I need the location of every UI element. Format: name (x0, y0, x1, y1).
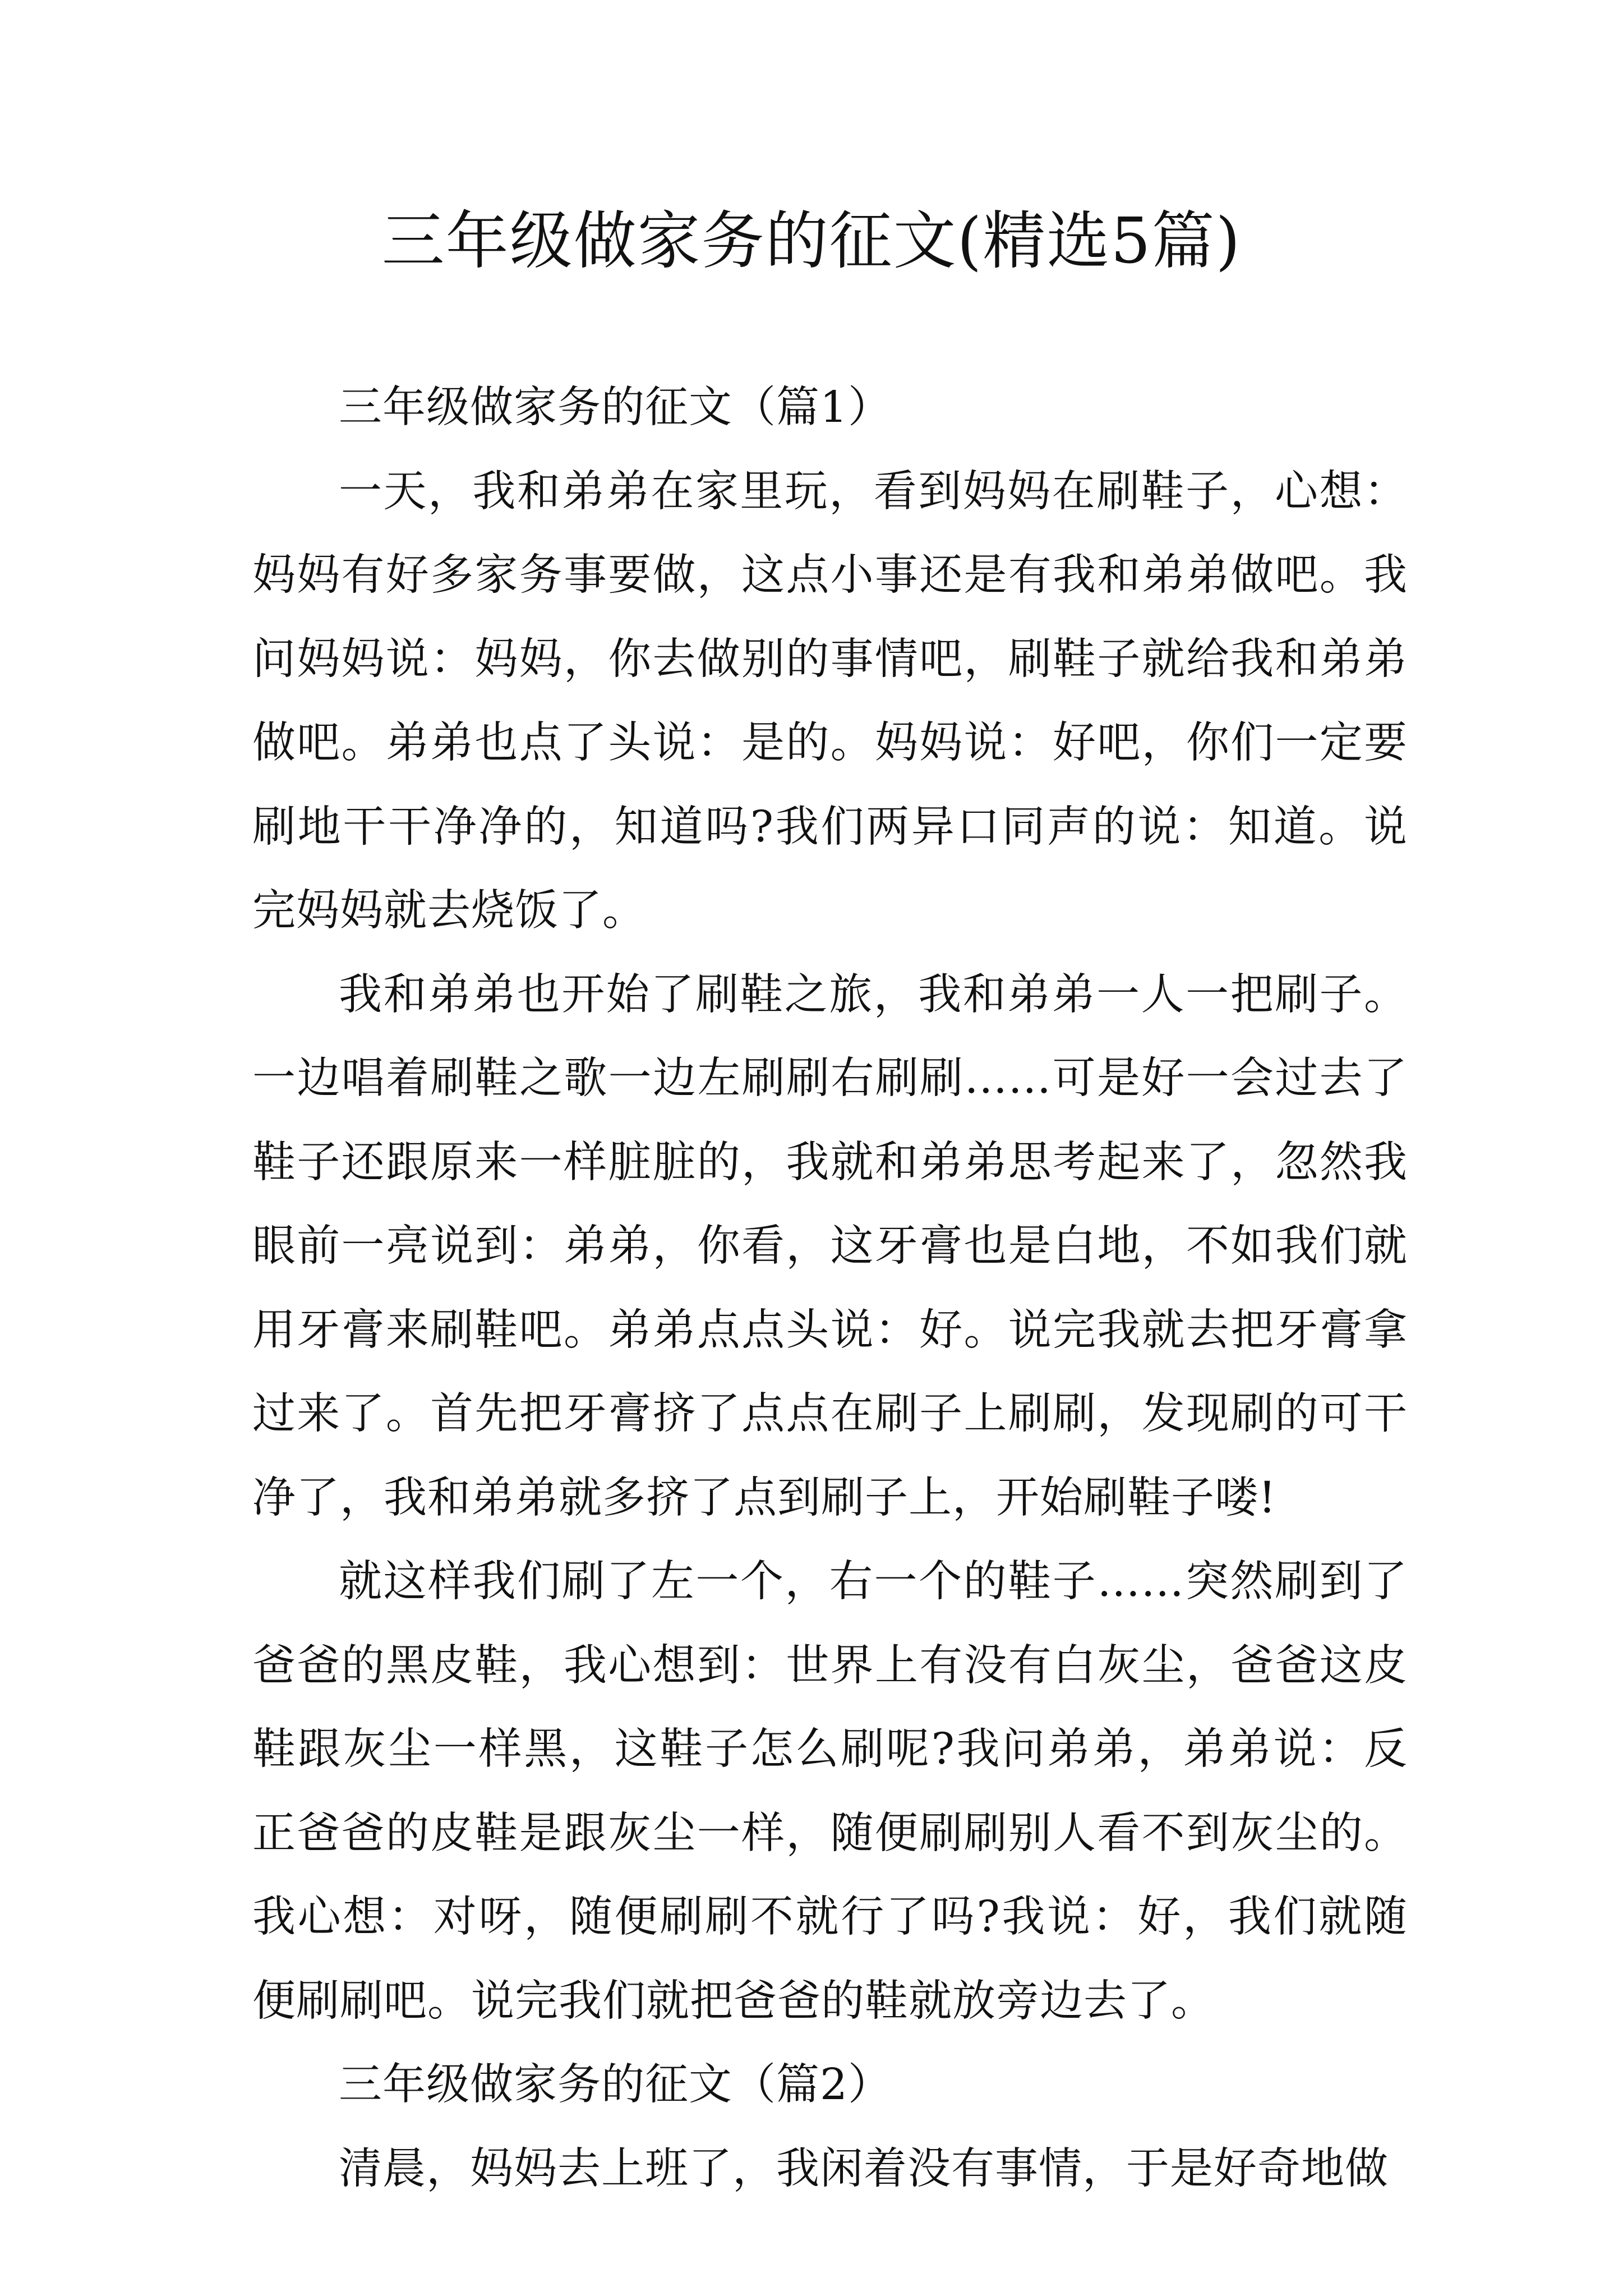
document-body (252, 366, 1408, 2211)
paragraph: 我和弟弟也开始了刷鞋之旅，我和弟弟一人一把刷子。一边唱着刷鞋之歌一边左刷刷右刷刷……可是好一会过去了鞋子还跟原来一样脏脏的，我就和弟弟思考起来了，忽然我眼前一亮说到：弟弟，你看，这牙膏也是白地，不如我们就用牙膏来刷鞋吧。弟弟点点头说：好。说完我就去把牙膏拿过来了。首先把牙膏挤了点点在刷子上刷刷，发现刷的可干净了，我和弟弟就多挤了点到刷子上，开始刷鞋子喽! (252, 969, 1408, 1523)
document-title: 三年级做家务的征文(精选5篇) (381, 205, 1242, 278)
section-heading-1: 三年级做家务的征文（篇1） (339, 383, 892, 432)
paragraph: 就这样我们刷了左一个，右一个的鞋子……突然刷到了爸爸的黑皮鞋，我心想到：世界上有没有白灰尘，爸爸这皮鞋跟灰尘一样黑，这鞋子怎么刷呢?我问弟弟，弟弟说：反正爸爸的皮鞋是跟灰尘一样，随便刷刷别人看不到灰尘的。我心想：对呀，随便刷刷不就行了吗?我说：好，我们就随便刷刷吧。说完我们就把爸爸的鞋就放旁边去了。 (252, 1557, 1408, 2026)
section-heading-2: 三年级做家务的征文（篇2） (339, 2060, 892, 2110)
paragraph: 清晨，妈妈去上班了，我闲着没有事情，于是好奇地做 (339, 2143, 1389, 2194)
paragraph: 一天，我和弟弟在家里玩，看到妈妈在刷鞋子，心想：妈妈有好多家务事要做，这点小事还是有我和弟弟做吧。我问妈妈说：妈妈，你去做别的事情吧，刷鞋子就给我和弟弟做吧。弟弟也点了头说：是的。妈妈说：好吧，你们一定要刷地干干净净的，知道吗?我们两异口同声的说：知道。说完妈妈就去烧饭了。 (252, 466, 1408, 936)
